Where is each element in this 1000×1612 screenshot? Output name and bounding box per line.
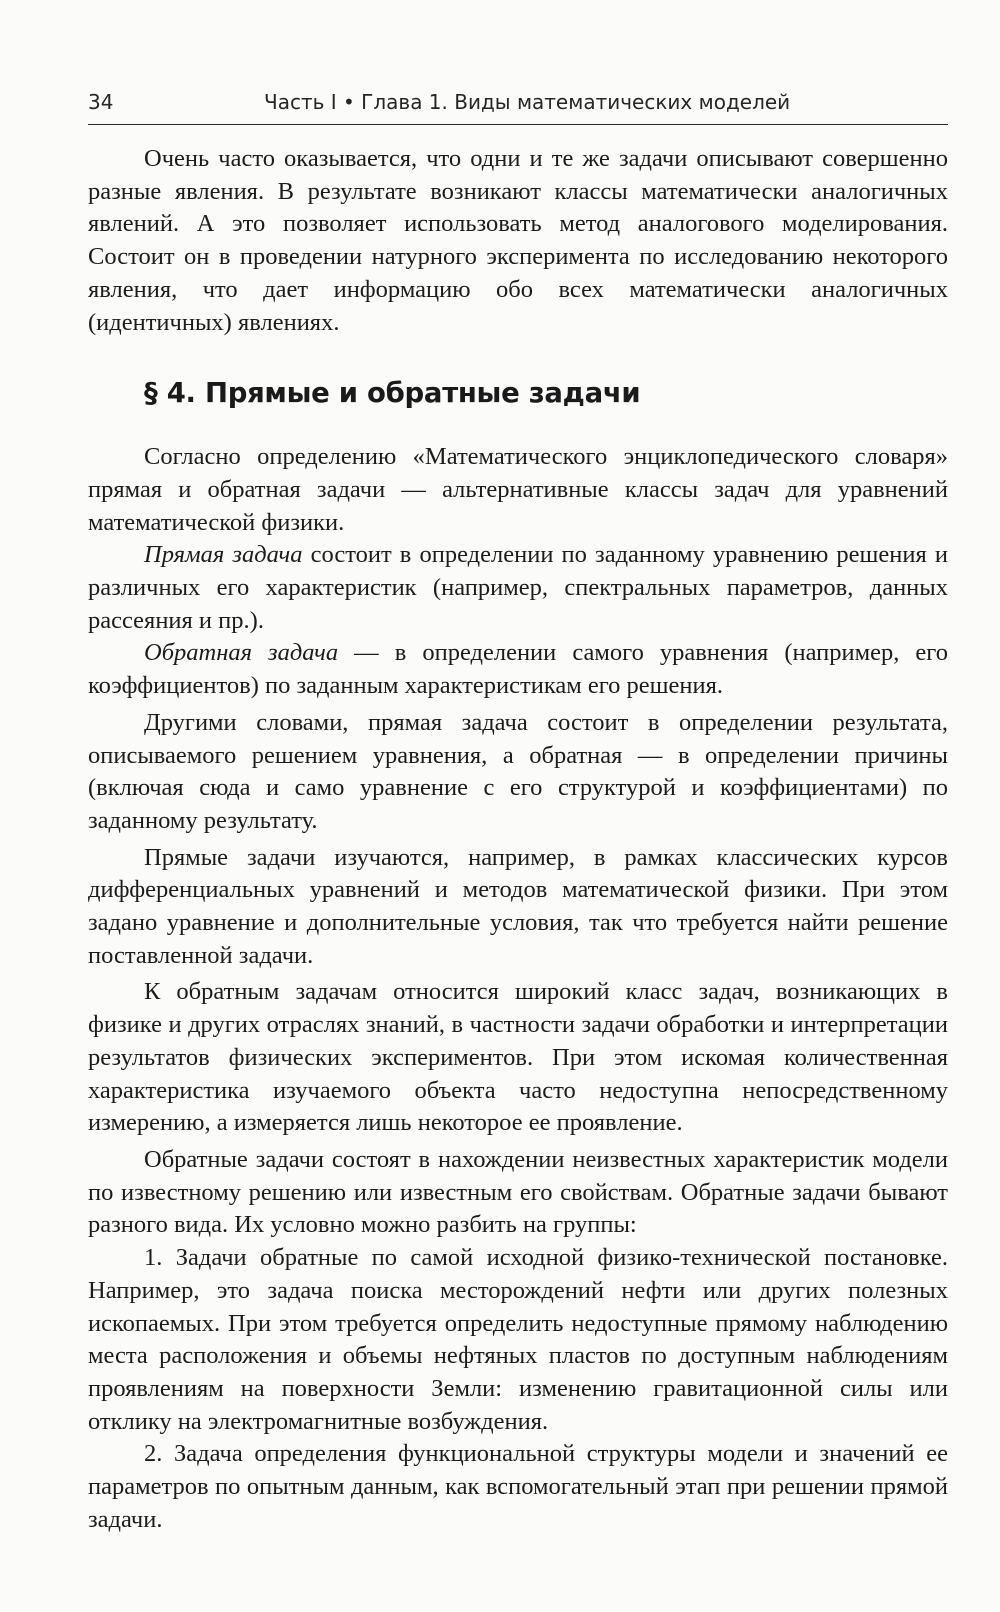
inverse-problem-paragraph bbox=[88, 637, 948, 702]
inverse-problem-text: — в определении самого уравнения (например, его коэффициентов) по заданным характеристикам его решения. bbox=[88, 639, 948, 700]
inverse-problem-term: Обратная задача bbox=[144, 639, 339, 667]
header-divider bbox=[88, 124, 948, 125]
other-words-paragraph: Другими словами, прямая задача состоит в определении результата, описываемого решением уравнения, а обратная — в определении причины (включая сюда и само уравнение с его структурой и коэффициентами) по заданному результату. bbox=[88, 708, 948, 834]
list-item-2: 2. Задача определения функциональной структуры модели и значений ее параметров по опытным данным, как вспомогательный этап при решении прямой задачи. bbox=[88, 1440, 948, 1533]
definition-paragraph: Согласно определению «Математического энциклопедического словаря» прямая и обратная задачи — альтернативные классы задач для уравнений математической физики. bbox=[88, 443, 948, 536]
direct-problem-text: состоит в определении по заданному уравнению решения и различных его характеристик (например, спектральных параметров, данных рассеяния и пр.). bbox=[88, 541, 948, 634]
direct-problems-study-paragraph: Прямые задачи изучаются, например, в рамках классических курсов дифференциальных уравнений и методов математической физики. При этом задано уравнение и дополнительные условия, так что требуется найти решение поставленной задачи. bbox=[88, 843, 948, 969]
intro-paragraph: Очень часто оказывается, что одни и те же задачи описывают совершенно разные явления. В результате возникают классы математически аналогичных явлений. А это позволяет использовать метод аналогового моделирования. Состоит он в проведении натурного эксперимента по исследованию некоторого явления, что дает информацию обо всех математически аналогичных (идентичных) явлениях. bbox=[88, 145, 948, 336]
inverse-problems-groups-paragraph: Обратные задачи состоят в нахождении неизвестных характеристик модели по известному решению или известным его свойствам. Обратные задачи бывают разного вида. Их условно можно разбить на группы: bbox=[88, 1145, 948, 1239]
section-heading: § 4. Прямые и обратные задачи bbox=[144, 377, 641, 410]
direct-problem-term: Прямая задача bbox=[144, 541, 303, 569]
page-number: 34 bbox=[88, 90, 114, 114]
inverse-problems-class-paragraph: К обратным задачам относится широкий класс задач, возникающих в физике и других отраслях знаний, в частности задачи обработки и интерпретации результатов физических экспериментов. При этом искомая количественная характеристика изучаемого объекта часто недоступна непосредственному измерению, а измеряется лишь некоторое ее проявление. bbox=[88, 978, 948, 1137]
page-header bbox=[88, 86, 948, 126]
running-title: Часть I • Глава 1. Виды математических моделей bbox=[264, 90, 791, 114]
list-item-1: 1. Задачи обратные по самой исходной физико-технической постановке. Например, это задача поиска месторождений нефти или других полезных ископаемых. При этом требуется определить недоступные прямому наблюдению места расположения и объемы нефтяных пластов по доступным наблюдениям проявлениям на поверхности Земли: изменению гравитационной силы или отклику на электромагнитные возбуждения. bbox=[88, 1244, 948, 1435]
page-body bbox=[88, 143, 948, 1536]
direct-problem-paragraph bbox=[88, 539, 948, 637]
